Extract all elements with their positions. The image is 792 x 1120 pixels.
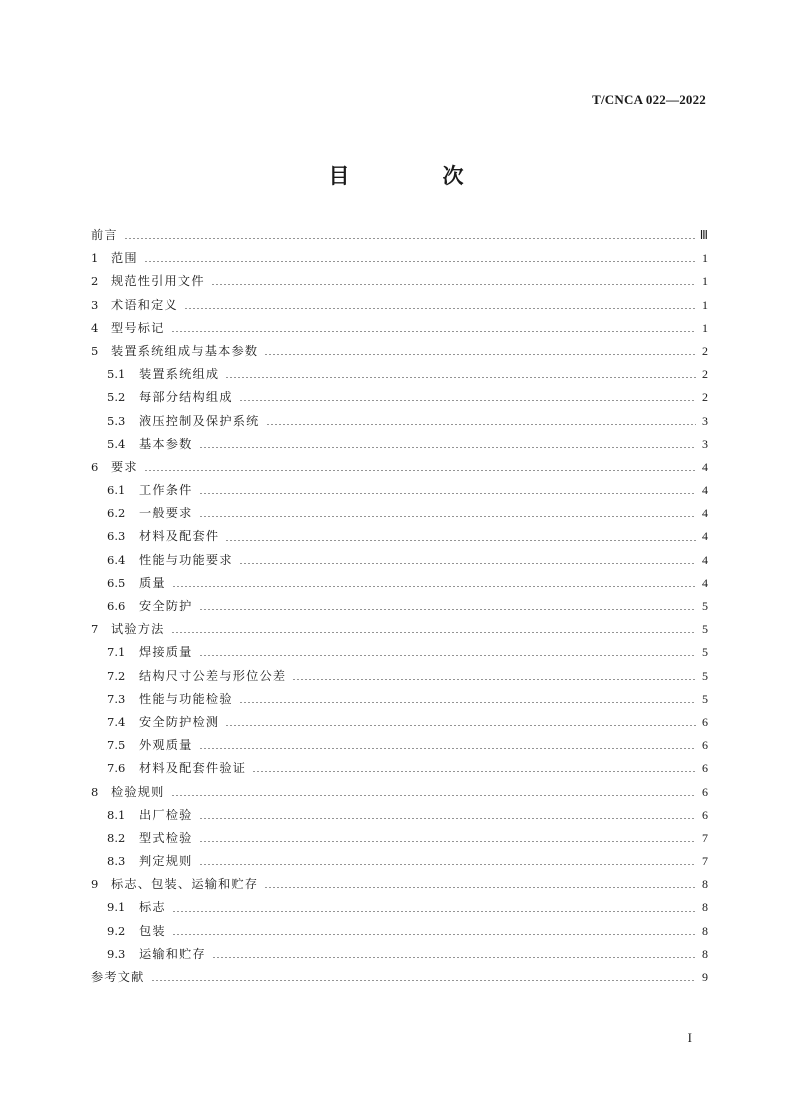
table-of-contents bbox=[91, 226, 708, 991]
toc-entry-page: 6 bbox=[702, 738, 708, 753]
toc-entry-number: 8.2 bbox=[107, 830, 126, 845]
dot-leader bbox=[211, 284, 696, 285]
dot-leader bbox=[199, 493, 696, 494]
dot-leader bbox=[264, 354, 696, 355]
toc-entry-number: 6.3 bbox=[107, 529, 126, 544]
toc-entry-title: 范围 bbox=[111, 251, 138, 266]
toc-entry[interactable] bbox=[91, 388, 708, 411]
toc-entry[interactable] bbox=[91, 551, 708, 574]
toc-entry-page: 8 bbox=[702, 946, 708, 961]
dot-leader bbox=[239, 400, 696, 401]
toc-entry-title: 工作条件 bbox=[139, 483, 193, 498]
dot-leader bbox=[239, 563, 696, 564]
toc-entry-title: 焊接质量 bbox=[139, 645, 193, 660]
dot-leader bbox=[239, 702, 696, 703]
toc-entry[interactable] bbox=[91, 829, 708, 852]
toc-entry-number: 1 bbox=[91, 251, 99, 266]
dot-leader bbox=[171, 795, 696, 796]
toc-entry-title: 标志 bbox=[139, 900, 166, 915]
toc-entry-page: 2 bbox=[702, 390, 708, 405]
toc-entry[interactable] bbox=[91, 736, 708, 759]
toc-entry-number: 7.4 bbox=[107, 714, 126, 729]
dot-leader bbox=[252, 771, 696, 772]
toc-entry[interactable] bbox=[91, 412, 708, 435]
toc-entry[interactable] bbox=[91, 249, 708, 272]
toc-entry-page: 6 bbox=[702, 761, 708, 776]
standard-code: T/CNCA 022—2022 bbox=[592, 92, 706, 107]
toc-entry-page: 7 bbox=[702, 854, 708, 869]
dot-leader bbox=[225, 540, 696, 541]
toc-entry-page: 5 bbox=[702, 668, 708, 683]
toc-entry-number: 6.6 bbox=[107, 599, 126, 613]
toc-entry-number: 5.3 bbox=[107, 413, 126, 428]
toc-entry[interactable] bbox=[91, 667, 708, 690]
toc-entry[interactable] bbox=[91, 643, 708, 666]
toc-entry-page: 4 bbox=[702, 506, 708, 521]
toc-entry-title: 材料及配套件 bbox=[139, 529, 220, 544]
toc-entry-page: 4 bbox=[702, 529, 708, 544]
toc-entry[interactable] bbox=[91, 226, 708, 249]
toc-entry-number: 8.3 bbox=[107, 854, 126, 869]
toc-entry[interactable] bbox=[91, 527, 708, 550]
dot-leader bbox=[225, 377, 696, 378]
toc-entry[interactable] bbox=[91, 898, 708, 921]
toc-entry-number: 5.4 bbox=[107, 436, 126, 451]
toc-entry-number: 5.1 bbox=[107, 367, 126, 382]
toc-entry-number: 4 bbox=[91, 320, 99, 335]
dot-leader bbox=[212, 957, 696, 958]
toc-entry-number: 7.1 bbox=[107, 645, 126, 660]
toc-entry-page: 8 bbox=[702, 923, 708, 938]
toc-entry[interactable] bbox=[91, 945, 708, 968]
toc-entry[interactable] bbox=[91, 319, 708, 342]
toc-entry-title: 性能与功能要求 bbox=[139, 552, 233, 567]
toc-entry-title: 装置系统组成 bbox=[139, 367, 220, 382]
toc-entry-title: 包装 bbox=[139, 923, 166, 938]
dot-leader bbox=[199, 447, 696, 448]
toc-entry-page: 7 bbox=[702, 830, 708, 845]
toc-entry-number: 6.2 bbox=[107, 506, 126, 521]
dot-leader bbox=[199, 864, 696, 865]
toc-entry[interactable] bbox=[91, 481, 708, 504]
toc-entry-page: 8 bbox=[702, 900, 708, 915]
toc-entry-title: 参考文献 bbox=[91, 970, 145, 984]
dot-leader bbox=[184, 308, 696, 309]
toc-entry-number: 6.1 bbox=[107, 483, 126, 498]
toc-entry-page: 3 bbox=[702, 436, 708, 451]
toc-entry-title: 标志、包装、运输和贮存 bbox=[111, 877, 259, 892]
dot-leader bbox=[171, 632, 696, 633]
toc-entry-title: 材料及配套件验证 bbox=[139, 761, 247, 776]
toc-entry-title: 判定规则 bbox=[139, 854, 193, 869]
dot-leader bbox=[199, 841, 696, 842]
dot-leader bbox=[172, 911, 696, 912]
toc-entry-page: 5 bbox=[702, 599, 708, 613]
toc-entry-number: 7 bbox=[91, 622, 99, 637]
toc-entry-page: 5 bbox=[702, 622, 708, 637]
toc-entry-page: 1 bbox=[702, 274, 708, 289]
dot-leader bbox=[225, 725, 696, 726]
dot-leader bbox=[144, 261, 696, 262]
toc-entry-number: 9.3 bbox=[107, 946, 126, 961]
toc-entry-title: 出厂检验 bbox=[139, 807, 193, 822]
toc-entry-number: 7.2 bbox=[107, 668, 126, 683]
toc-entry-number: 8.1 bbox=[107, 807, 126, 822]
toc-entry-page: 1 bbox=[702, 320, 708, 335]
toc-entry-number: 7.3 bbox=[107, 691, 126, 706]
toc-entry-page: 2 bbox=[702, 367, 708, 382]
toc-entry-title: 液压控制及保护系统 bbox=[139, 413, 260, 428]
dot-leader bbox=[172, 934, 696, 935]
toc-entry[interactable] bbox=[91, 759, 708, 782]
toc-entry-number: 7.5 bbox=[107, 738, 126, 753]
toc-entry[interactable] bbox=[91, 296, 708, 319]
toc-entry-page: 8 bbox=[702, 877, 708, 892]
toc-entry-page: 1 bbox=[702, 297, 708, 312]
toc-entry-number: 9.2 bbox=[107, 923, 126, 938]
toc-entry-page: 5 bbox=[702, 691, 708, 706]
toc-entry-title: 性能与功能检验 bbox=[139, 691, 233, 706]
dot-leader bbox=[199, 818, 696, 819]
dot-leader bbox=[124, 238, 696, 239]
toc-entry-title: 安全防护 bbox=[139, 599, 193, 613]
toc-entry-number: 8 bbox=[91, 784, 99, 799]
toc-entry-title: 基本参数 bbox=[139, 436, 193, 451]
toc-entry-page: 6 bbox=[702, 807, 708, 822]
toc-entry[interactable] bbox=[91, 458, 708, 481]
toc-entry-title: 装置系统组成与基本参数 bbox=[111, 343, 259, 358]
page-title: 目 次 bbox=[328, 164, 500, 188]
toc-entry-page: 4 bbox=[702, 459, 708, 474]
toc-entry-page: 5 bbox=[702, 645, 708, 660]
toc-entry[interactable] bbox=[91, 574, 708, 597]
toc-entry[interactable] bbox=[91, 365, 708, 388]
dot-leader bbox=[199, 609, 696, 610]
toc-entry-number: 6 bbox=[91, 459, 99, 474]
toc-entry-title: 质量 bbox=[139, 575, 166, 590]
toc-entry[interactable] bbox=[91, 690, 708, 713]
toc-entry-title: 结构尺寸公差与形位公差 bbox=[139, 668, 287, 683]
dot-leader bbox=[292, 679, 696, 680]
toc-entry-number: 7.6 bbox=[107, 761, 126, 776]
toc-entry-title: 外观质量 bbox=[139, 738, 193, 753]
toc-entry-page: 6 bbox=[702, 714, 708, 729]
toc-entry[interactable] bbox=[91, 504, 708, 527]
toc-entry-number: 9 bbox=[91, 877, 99, 892]
toc-entry-title: 术语和定义 bbox=[111, 297, 178, 312]
toc-entry[interactable] bbox=[91, 342, 708, 365]
dot-leader bbox=[151, 980, 696, 981]
toc-entry-title: 检验规则 bbox=[111, 784, 165, 799]
toc-entry-number: 5 bbox=[91, 343, 99, 358]
dot-leader bbox=[199, 655, 696, 656]
toc-entry-page: 4 bbox=[702, 483, 708, 498]
toc-entry-page: 4 bbox=[702, 575, 708, 590]
toc-entry-title: 型式检验 bbox=[139, 830, 193, 845]
toc-entry-page: 1 bbox=[702, 251, 708, 266]
toc-entry-title: 运输和贮存 bbox=[139, 946, 206, 961]
page-number: I bbox=[687, 1030, 692, 1045]
toc-entry-title: 前言 bbox=[91, 228, 118, 242]
toc-entry[interactable] bbox=[91, 875, 708, 898]
toc-entry-page: 4 bbox=[702, 552, 708, 567]
dot-leader bbox=[172, 586, 696, 587]
toc-entry[interactable] bbox=[91, 783, 708, 806]
toc-entry-number: 5.2 bbox=[107, 390, 126, 405]
toc-entry-title: 型号标记 bbox=[111, 320, 165, 335]
toc-entry[interactable] bbox=[91, 435, 708, 458]
toc-entry-page: 2 bbox=[702, 343, 708, 358]
toc-entry[interactable] bbox=[91, 713, 708, 736]
toc-entry-title: 安全防护检测 bbox=[139, 714, 220, 729]
dot-leader bbox=[264, 887, 696, 888]
toc-entry[interactable] bbox=[91, 597, 708, 620]
toc-entry[interactable] bbox=[91, 806, 708, 829]
dot-leader bbox=[199, 516, 696, 517]
dot-leader bbox=[144, 470, 696, 471]
toc-entry-title: 一般要求 bbox=[139, 506, 193, 521]
toc-entry-title: 规范性引用文件 bbox=[111, 274, 205, 289]
dot-leader bbox=[266, 424, 697, 425]
toc-entry-title: 要求 bbox=[111, 459, 138, 474]
toc-entry-number: 2 bbox=[91, 274, 99, 289]
toc-entry-title: 试验方法 bbox=[111, 622, 165, 637]
toc-entry-number: 3 bbox=[91, 297, 99, 312]
toc-entry-number: 6.5 bbox=[107, 575, 126, 590]
toc-entry-page: 6 bbox=[702, 784, 708, 799]
dot-leader bbox=[199, 748, 696, 749]
toc-entry[interactable] bbox=[91, 922, 708, 945]
toc-entry-number: 6.4 bbox=[107, 552, 126, 567]
dot-leader bbox=[171, 331, 696, 332]
toc-entry-page: 9 bbox=[702, 970, 708, 984]
toc-entry[interactable] bbox=[91, 968, 708, 991]
toc-entry-page: Ⅲ bbox=[699, 228, 708, 242]
toc-entry[interactable] bbox=[91, 272, 708, 295]
toc-entry[interactable] bbox=[91, 620, 708, 643]
toc-entry[interactable] bbox=[91, 852, 708, 875]
toc-entry-page: 3 bbox=[702, 413, 708, 428]
toc-entry-title: 每部分结构组成 bbox=[139, 390, 233, 405]
toc-entry-number: 9.1 bbox=[107, 900, 126, 915]
